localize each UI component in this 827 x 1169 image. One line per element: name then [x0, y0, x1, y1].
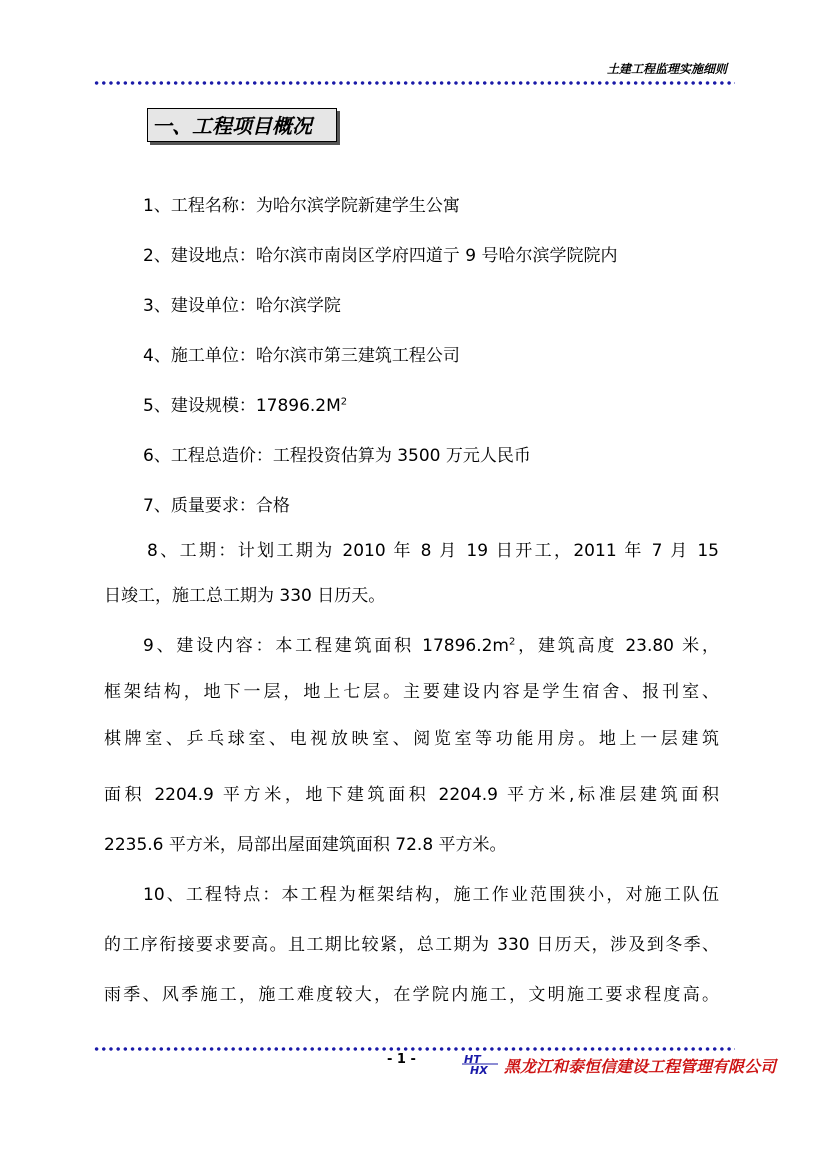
page-number: - 1 - — [387, 1052, 416, 1067]
item-project-name: 1、工程名称：为哈尔滨学院新建学生公寓 — [143, 196, 460, 216]
item-content-line5: 2235.6 平方米，局部出屋面建筑面积 72.8 平方米。 — [104, 835, 507, 855]
item-cost: 6、工程总造价：工程投资估算为 3500 万元人民币 — [143, 446, 531, 466]
item-content-line3: 棋牌室、乒乓球室、电视放映室、阅览室等功能用房。地上一层建筑 — [104, 729, 719, 749]
item-location: 2、建设地点：哈尔滨市南岗区学府四道亍 9 号哈尔滨学院院内 — [143, 246, 618, 266]
item-content-line1 — [143, 634, 719, 658]
item-content-line2: 框架结构，地下一层，地上七层。主要建设内容是学生宿舍、报刊室、 — [104, 682, 719, 702]
company-name: 黑龙江和泰恒信建设工程管理有限公司 — [504, 1057, 777, 1076]
item-quality: 7、质量要求：合格 — [143, 496, 290, 516]
item-content-line4: 面积 2204.9 平方米，地下建筑面积 2204.9 平方米,标准层建筑面积 — [104, 785, 719, 805]
item-features-line2: 的工序衔接要求要高。且工期比较紧，总工期为 330 日历天，涉及到冬季、 — [104, 935, 719, 955]
header-dotted-rule — [93, 81, 735, 85]
header-title: 土建工程监理实施细则 — [606, 62, 727, 76]
item-content-line1-b: ，建筑高度 23.80 米， — [515, 636, 719, 656]
item-content-line1-a: 9、建设内容：本工程建筑面积 17896.2m — [143, 636, 509, 656]
item-owner: 3、建设单位：哈尔滨学院 — [143, 296, 341, 316]
item-scale-text: 5、建设规模：17896.2M — [143, 396, 341, 416]
item-schedule-line2: 日竣工，施工总工期为 330 日历天。 — [104, 586, 386, 606]
item-contractor: 4、施工单位：哈尔滨市第三建筑工程公司 — [143, 346, 460, 366]
svg-text:HT: HT — [464, 1053, 481, 1066]
company-logo — [462, 1052, 502, 1076]
section-title: 一、工程项目概况 — [147, 108, 337, 142]
svg-text:HX: HX — [470, 1064, 488, 1076]
footer-dotted-rule — [93, 1047, 735, 1051]
item-scale-sup: 2 — [340, 396, 348, 408]
item-features-line3: 雨季、风季施工，施工难度较大，在学院内施工，文明施工要求程度高。 — [104, 985, 719, 1005]
item-schedule-line1: 8、工期：计划工期为 2010 年 8 月 19 日开工，2011 年 7 月 15 — [147, 541, 719, 561]
item-scale — [143, 394, 347, 418]
item-features-line1: 10、工程特点：本工程为框架结构，施工作业范围狭小，对施工队伍 — [143, 885, 719, 905]
item-content-line1-sup: 2 — [508, 636, 516, 648]
